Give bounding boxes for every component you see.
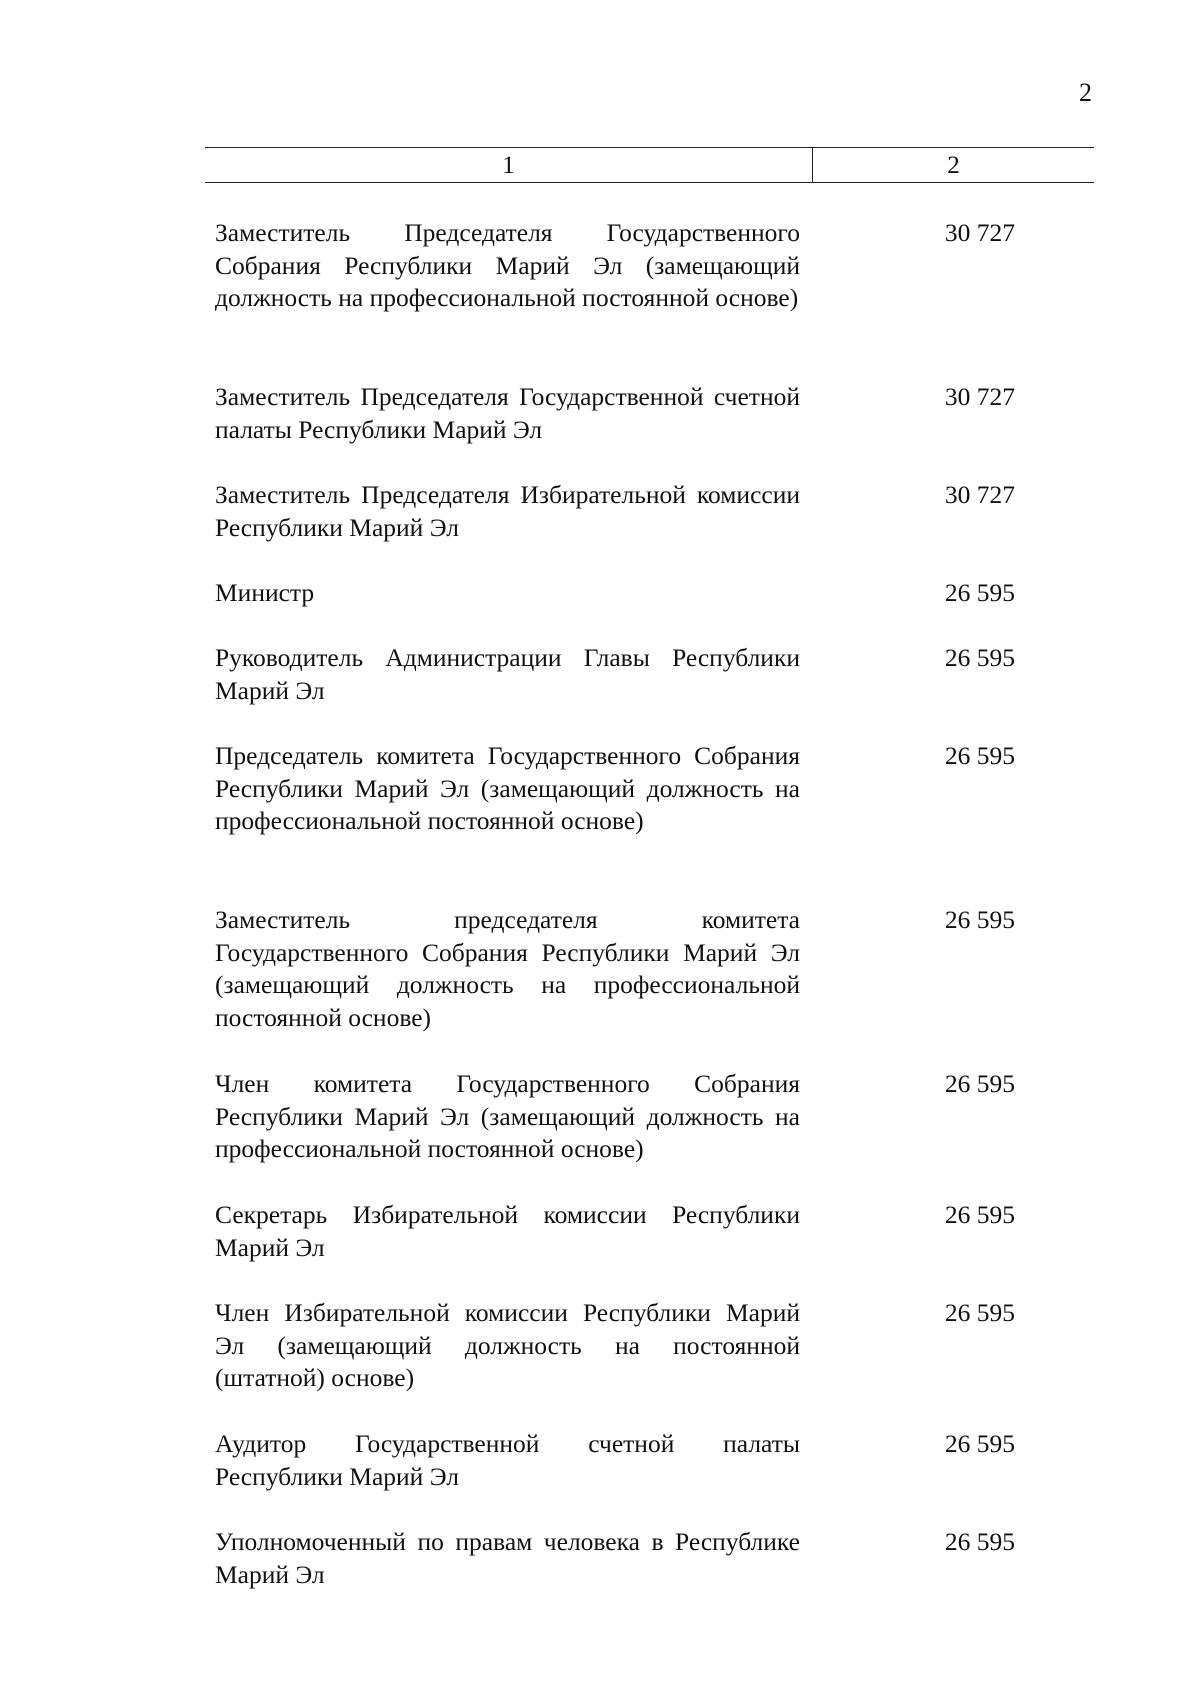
position-title: Председатель комитета Государственного Собрания Республики Марий Эл (замещающий должность на профессиональной постоянной основе) [215, 741, 800, 836]
position-title: Заместитель Председателя Избирательной комиссии Республики Марий Эл [215, 480, 800, 542]
page-number: 2 [1079, 78, 1092, 107]
position-title: Министр [215, 578, 315, 607]
amount-value: 26 595 [944, 905, 1015, 934]
amount-value: 26 595 [944, 1429, 1015, 1458]
position-title: Аудитор Государственной счетной палаты Республики Марий Эл [215, 1429, 800, 1491]
amount-value: 26 595 [944, 1200, 1015, 1229]
position-title: Заместитель Председателя Государственного Собрания Республики Марий Эл (замещающий должность на профессиональной постоянной основе) [215, 218, 800, 313]
amount-value: 26 595 [944, 1069, 1015, 1098]
amount-value: 30 727 [944, 218, 1015, 247]
position-title: Член комитета Государственного Собрания Республики Марий Эл (замещающий должность на профессиональной постоянной основе) [215, 1069, 800, 1164]
amount-value: 26 595 [944, 578, 1015, 607]
position-title: Член Избирательной комиссии Республики Марий Эл (замещающий должность на постоянной (штатной) основе) [215, 1298, 800, 1393]
amount-value: 26 595 [944, 741, 1015, 770]
amount-value: 26 595 [944, 1527, 1015, 1556]
position-title: Заместитель Председателя Государственной счетной палаты Республики Марий Эл [215, 382, 800, 444]
position-title: Руководитель Администрации Главы Республики Марий Эл [215, 643, 800, 705]
position-title: Уполномоченный по правам человека в Республике Марий Эл [215, 1527, 800, 1589]
amount-value: 26 595 [944, 643, 1015, 672]
table-header-col-2: 2 [947, 152, 960, 179]
amount-value: 30 727 [944, 480, 1015, 509]
table-header [205, 147, 1094, 183]
amount-value: 30 727 [944, 382, 1015, 411]
table-header-col-1: 1 [205, 148, 813, 182]
position-title: Секретарь Избирательной комиссии Республики Марий Эл [215, 1200, 800, 1262]
position-title: Заместитель председателя комитета Государственного Собрания Республики Марий Эл (замещающий должность на профессиональной постоянной основе) [215, 905, 800, 1032]
amount-value: 26 595 [944, 1298, 1015, 1327]
